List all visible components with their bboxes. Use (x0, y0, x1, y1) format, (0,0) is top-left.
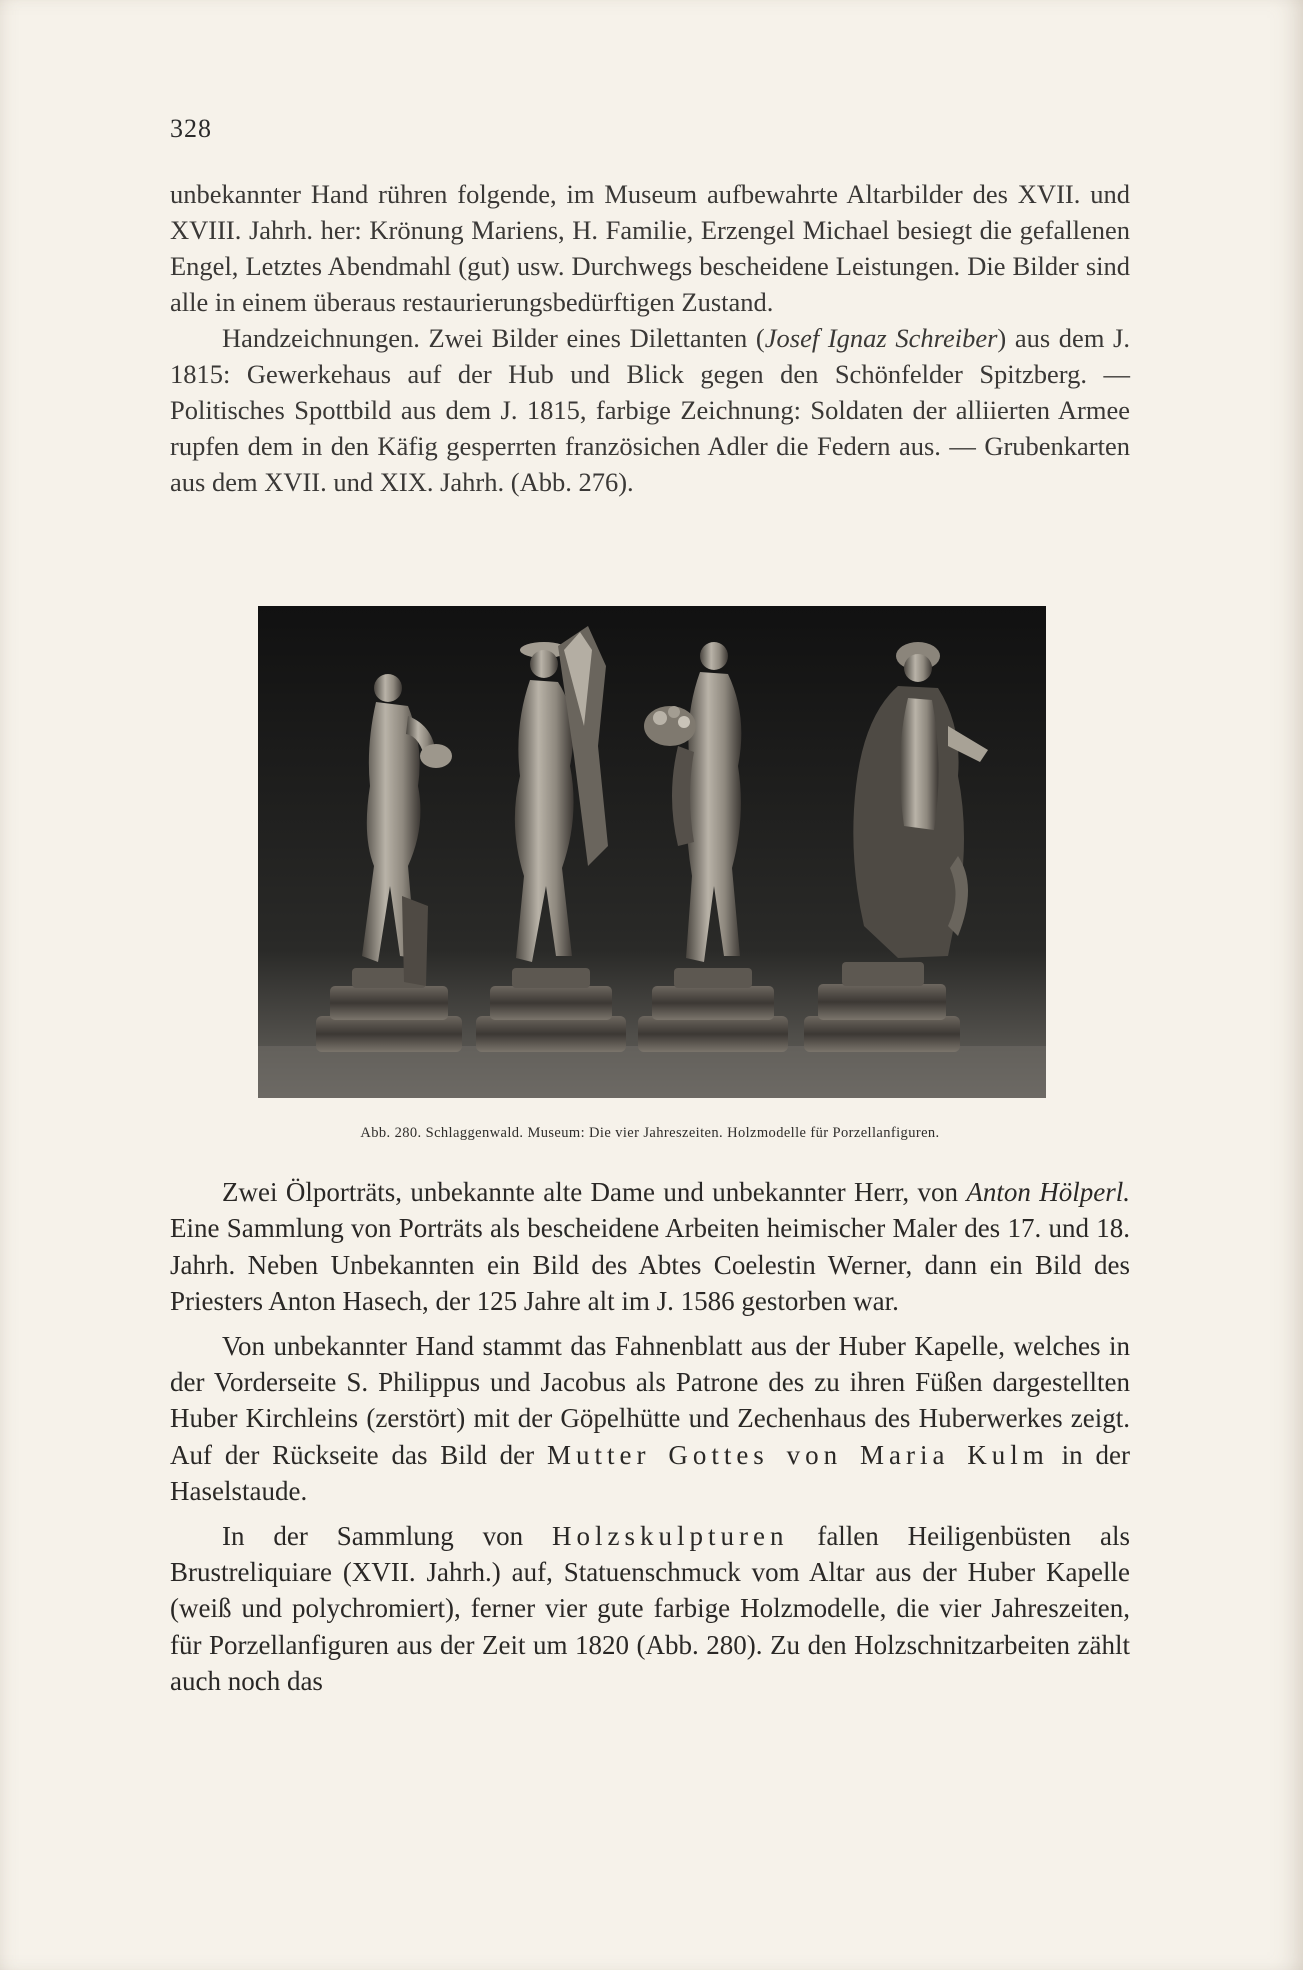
text-run: Eine Sammlung von Porträts als bescheidene Arbeiten heimischer Maler des 17. und 18. Jahrh. Neben Unbekannten ein Bild des Abtes Coelestin Werner, dann ein Bild des Priesters Anton Hasech, der 125 Jahre alt im J. 1586 gestorben war. (170, 1213, 1130, 1317)
paragraph-holzskulpturen (170, 1518, 1130, 1700)
spaced-emphasis: Mutter Gottes von Maria Kulm (546, 1439, 1049, 1470)
text-run: unbekannter Hand rühren folgende, im Museum aufbewahrte Altarbilder des XVII. und XVIII. Jahrh. her: Krönung Mariens, H. Familie, Erzengel Michael besiegt die gefallenen Engel, Letztes Abendmahl (gut) usw. Durchwegs bescheidene Leistungen. Die Bilder sind alle in einem überaus restaurierungsbedürftigen Zustand. (170, 179, 1130, 317)
paragraph-altarbilder (170, 176, 1130, 320)
text-run: in der Haselstaude. (170, 1439, 1130, 1507)
text-run: Handzeichnungen. Zwei Bilder eines Dilettanten ( (222, 323, 765, 353)
text-run: In der Sammlung von (222, 1520, 552, 1551)
bottom-text-block (170, 1174, 1130, 1700)
top-text-block (170, 176, 1130, 500)
artist-name-italic: Josef Ignaz Schreiber (764, 323, 998, 353)
figure-caption: Abb. 280. Schlaggenwald. Museum: Die vier Jahreszeiten. Holzmodelle für Porzellanfiguren. (360, 1125, 940, 1141)
photo-illustration (258, 606, 1046, 1098)
page-number: 328 (170, 114, 212, 143)
text-run: fallen Heiligenbüsten als Brustreliquiare (XVII. Jahrh.) auf, Statuenschmuck vom Altar aus der Huber Kapelle (weiß und polychromiert), ferner vier gute farbige Holzmodelle, die vier Jahreszeiten, für Porzellanfiguren aus der Zeit um 1820 (Abb. 280). Zu den Holzschnitzarbeiten zählt auch noch das (170, 1520, 1130, 1697)
text-run: Zwei Ölporträts, unbekannte alte Dame und unbekannter Herr, von (222, 1177, 967, 1207)
paragraph-oelportraets (170, 1174, 1130, 1320)
paragraph-handzeichnungen (170, 320, 1130, 500)
spaced-emphasis: Holzskulpturen (551, 1520, 789, 1551)
artist-name-italic: Anton Hölperl. (966, 1177, 1130, 1207)
text-run: Von unbekannter Hand stammt das Fahnenblatt aus der Huber Kapelle, welches in der Vorderseite S. Philippus und Jacobus als Patrone des zu ihren Füßen dargestellten Huber Kirchleins (zerstört) mit der Göpelhütte und Zechenhaus des Huberwerkes zeigt. Auf der Rückseite das Bild der (170, 1330, 1130, 1470)
text-run: ) aus dem J. 1815: Gewerkehaus auf der Hub und Blick gegen den Schönfelder Spitzberg. — Politisches Spottbild aus dem J. 1815, farbige Zeichnung: Soldaten der alliierten Armee rupfen dem in den Käfig gesperrten französichen Adler die Federn aus. — Grubenkarten aus dem XVII. und XIX. Jahrh. (Abb. 276). (170, 323, 1130, 497)
four-statuettes-photo (258, 606, 1046, 1098)
paragraph-fahnenblatt (170, 1328, 1130, 1510)
